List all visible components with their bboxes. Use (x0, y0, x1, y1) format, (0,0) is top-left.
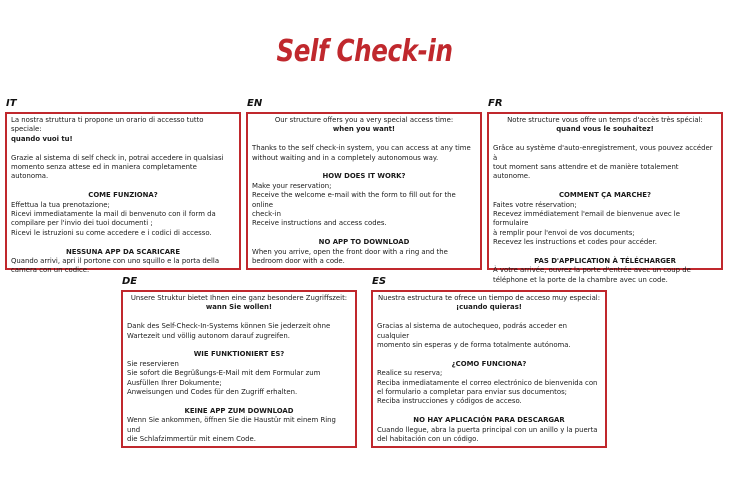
arrival-line: Quando arrivi, apri il portone con uno squillo e la porta della (11, 257, 220, 266)
intro-highlight: quando vuoi tu! (11, 134, 73, 143)
step-line: Recevez les instructions et codes pour accéder. (493, 238, 657, 247)
description-line: momento sin esperas y de forma totalmente autónoma. (377, 341, 571, 350)
lang-code-en: EN (247, 98, 263, 109)
step-line: Recevez immédiatement l'email de bienvenue avec le formulaire (493, 210, 680, 228)
step-line: Faites votre réservation; (493, 200, 577, 209)
description-line: momento senza attese ed in maniera completamente autonoma. (11, 163, 197, 181)
how-it-works-heading: COME FUNZIONA? (88, 191, 158, 200)
intro-text: Notre structure vous offre un temps d'accès très spécial: (507, 116, 703, 124)
description-line: Grazie al sistema di self check in, potrai accedere in qualsiasi (11, 153, 224, 162)
step-line: Make your reservation; (252, 181, 332, 190)
arrival-line: bedroom door with a code. (252, 257, 345, 266)
step-line: Sie sofort die Begrüßungs-E-Mail mit dem Formular zum (127, 369, 321, 378)
arrival-line: del habitación con un código. (377, 435, 479, 444)
intro-text: La nostra struttura ti propone un orario di accesso tutto speciale: (11, 116, 204, 134)
step-line: Receive instructions and access codes. (252, 219, 387, 228)
intro-text: Nuestra estructura te ofrece un tiempo de acceso muy especial: (377, 294, 601, 302)
no-app-heading: NO HAY APLICACIÓN PARA DESCARGAR (413, 416, 565, 425)
how-it-works-heading: ¿COMO FUNCIONA? (451, 359, 527, 368)
step-line: Ricevi immediatamente la mail di benvenuto con il form da (11, 210, 216, 219)
step-line: el formulario a completar para enviar sus documentos; (377, 388, 567, 397)
how-it-works-heading: HOW DOES IT WORK? (322, 172, 406, 181)
section-fr (487, 112, 723, 284)
intro-highlight: wann Sie wollen! (205, 303, 273, 312)
step-line: Realice su reserva; (377, 369, 443, 378)
section-es (371, 290, 607, 448)
no-app-heading: KEINE APP ZUM DOWNLOAD (184, 406, 294, 415)
step-line: Receive the welcome e-mail with the form to fill out for the online (252, 191, 456, 209)
description-line: Wartezeit und völlig autonom darauf zugreifen. (127, 331, 290, 340)
step-line: Effettua la tua prenotazione; (11, 200, 110, 209)
step-line: Sie reservieren (127, 359, 179, 368)
lang-code-es: ES (372, 276, 387, 287)
lang-code-de: DE (122, 276, 138, 287)
step-line: Reciba inmediatamente el correo electrónico de bienvenida con (377, 378, 598, 387)
description-line: Thanks to the self check-in system, you can access at any time (252, 144, 471, 153)
description-line: without waiting and in a completely autonomous way. (252, 153, 439, 162)
step-line: à remplir pour l'envoi de vos documents; (493, 228, 635, 237)
arrival-line: Cuando llegue, abra la puerta principal con un anillo y la puerta (377, 425, 598, 434)
description-line: tout moment sans attendre et de manière totalement autonome. (493, 163, 679, 181)
intro-highlight: when you want! (332, 125, 396, 134)
no-app-heading: PAS D'APPLICATION À TÉLÉCHARGER (534, 257, 676, 266)
how-it-works-heading: COMMENT ÇA MARCHE? (558, 191, 651, 200)
description-line: Grâce au système d'auto-enregistrement, vous pouvez accéder à (493, 144, 713, 162)
page-title: Self Check-in (276, 34, 453, 69)
step-line: Reciba instrucciones y códigos de acceso. (377, 397, 522, 406)
step-line: compilare per l'invio dei tuoi documenti ; (11, 219, 153, 228)
lang-code-it: IT (6, 98, 17, 109)
description-line: Dank des Self-Check-In-Systems können Sie jederzeit ohne (127, 322, 331, 331)
arrival-line: téléphone et la porte de la chambre avec un code. (493, 275, 668, 284)
arrival-line: camera con un codice. (11, 266, 90, 275)
no-app-heading: NO APP TO DOWNLOAD (318, 238, 410, 247)
arrival-line: When you arrive, open the front door with a ring and the (252, 247, 448, 256)
section-de (121, 290, 357, 448)
section-it (5, 112, 241, 275)
intro-highlight: ¡cuando quieras! (456, 303, 522, 312)
step-line: Ricevi le istruzioni su come accedere e i codici di accesso. (11, 228, 212, 237)
intro-text: Unsere Struktur bietet Ihnen eine ganz besondere Zugriffszeit: (130, 294, 348, 302)
step-line: check-in (252, 210, 281, 219)
how-it-works-heading: WIE FUNKTIONIERT ES? (193, 350, 285, 359)
step-line: Anweisungen und Codes für den Zugriff erhalten. (127, 388, 298, 397)
no-app-heading: NESSUNA APP DA SCARICARE (65, 247, 181, 256)
intro-highlight: quand vous le souhaitez! (556, 125, 654, 134)
intro-text: Our structure offers you a very special access time: (274, 116, 454, 124)
description-line: Gracias al sistema de autochequeo, podrás acceder en cualquier (377, 322, 567, 340)
section-en (246, 112, 482, 270)
arrival-line: Wenn Sie ankommen, öffnen Sie die Haustür mit einem Ring und (127, 416, 336, 434)
arrival-line: À votre arrivée, ouvrez la porte d'entrée avec un coup de (493, 266, 691, 275)
lang-code-fr: FR (488, 98, 503, 109)
arrival-line: die Schlafzimmertür mit einem Code. (127, 435, 256, 444)
step-line: Ausfüllen Ihrer Dokumente; (127, 378, 222, 387)
